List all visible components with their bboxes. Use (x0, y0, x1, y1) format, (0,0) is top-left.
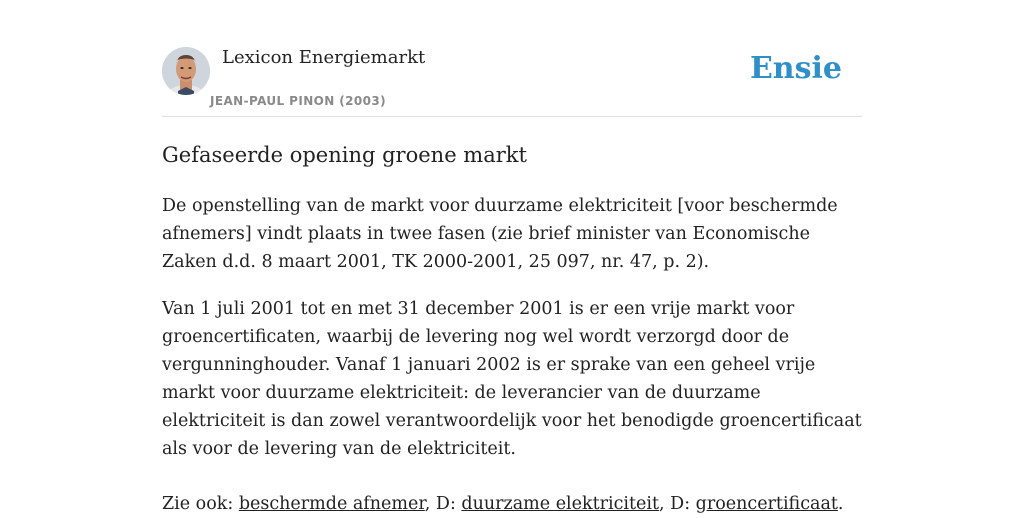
see-also (162, 490, 862, 518)
author-name: JEAN-PAUL PINON (2003) (210, 94, 387, 108)
entry-paragraph-1: De openstelling van de markt voor duurzame elektriciteit [voor beschermde afnemers] vindt plaats in twee fasen (zie brief minister van Economische Zaken d.d. 8 maart 2001, TK 2000-2001, 25 097, nr. 47, p. 2). (162, 196, 838, 272)
author-avatar (162, 47, 210, 95)
see-also-end: . (837, 494, 844, 514)
lexicon-title-link[interactable]: Lexicon Energiemarkt (222, 47, 426, 68)
see-also-separator: , D: (424, 494, 462, 514)
see-also-separator: , D: (659, 494, 696, 514)
header (162, 0, 862, 117)
ensie-logo-link[interactable]: Ensie (749, 51, 842, 86)
see-also-prefix: Zie ook: (162, 494, 239, 514)
see-also-link-groencertificaat[interactable]: groencertificaat (695, 494, 838, 514)
author-photo-icon (162, 47, 210, 95)
see-also-link-duurzame-elektriciteit[interactable]: duurzame elektriciteit (461, 494, 660, 514)
see-also-link-beschermde-afnemer[interactable]: beschermde afnemer (238, 494, 425, 514)
page (162, 0, 862, 514)
entry-title: Gefaseerde opening groene markt (162, 143, 527, 167)
entry-paragraph-2: Van 1 juli 2001 tot en met 31 december 2001 is er een vrije markt voor groencertificaten, waarbij de levering nog wel wordt verzorgd door de vergunninghouder. Vanaf 1 januari 2002 is er sprake van een geheel vrije markt voor duurzame elektriciteit: de leverancier van de duurzame elektriciteit is dan zowel verantwoordelijk voor het benodigde groencertificaat als voor de levering van de elektriciteit. (162, 299, 862, 459)
